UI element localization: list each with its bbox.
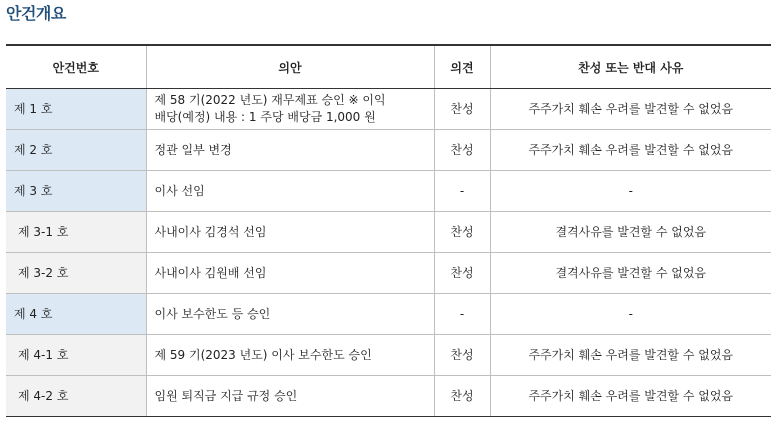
opinion-cell: - — [434, 294, 490, 335]
reason-cell: 주주가치 훼손 우려를 발견할 수 없었음 — [490, 89, 771, 130]
agenda-title-line: 정관 일부 변경 — [154, 142, 232, 157]
opinion-cell: 찬성 — [434, 130, 490, 171]
table-row — [6, 294, 771, 335]
opinion-cell: 찬성 — [434, 89, 490, 130]
agenda-title-line: 제 58 기(2022 년도) 재무제표 승인 ※ 이익 — [154, 93, 386, 107]
table-row — [6, 89, 771, 130]
header-agenda: 의안 — [146, 45, 434, 89]
agenda-title-line: 이사 보수한도 등 승인 — [154, 306, 271, 321]
header-row — [6, 45, 771, 89]
reason-cell: 결격사유를 발견할 수 없었음 — [490, 212, 771, 253]
opinion-cell: 찬성 — [434, 376, 490, 417]
agenda-title-line: 사내이사 김원배 선임 — [154, 265, 267, 280]
agenda-title-cell — [146, 171, 434, 212]
agenda-title-line: 사내이사 김경석 선임 — [154, 224, 267, 239]
agenda-title-line: 임원 퇴직금 지급 규정 승인 — [154, 388, 298, 403]
agenda-number-cell: 제 3-2 호 — [6, 253, 146, 294]
agenda-title-line: 이사 선임 — [154, 183, 205, 198]
agenda-title-cell — [146, 253, 434, 294]
opinion-cell: 찬성 — [434, 335, 490, 376]
agenda-title-line: 배당(예정) 내용 : 1 주당 배당금 1,000 원 — [154, 110, 376, 124]
agenda-table — [6, 44, 771, 417]
agenda-title-cell — [146, 89, 434, 130]
reason-cell: 주주가치 훼손 우려를 발견할 수 없었음 — [490, 376, 771, 417]
table-header — [6, 45, 771, 89]
reason-cell: - — [490, 171, 771, 212]
agenda-title-line: 제 59 기(2023 년도) 이사 보수한도 승인 — [154, 347, 372, 362]
agenda-number-cell: 제 3-1 호 — [6, 212, 146, 253]
agenda-number-cell: 제 4-2 호 — [6, 376, 146, 417]
agenda-number-cell: 제 1 호 — [6, 89, 146, 130]
reason-cell: 주주가치 훼손 우려를 발견할 수 없었음 — [490, 335, 771, 376]
agenda-number-cell: 제 3 호 — [6, 171, 146, 212]
agenda-number-cell: 제 4 호 — [6, 294, 146, 335]
agenda-title-cell — [146, 294, 434, 335]
page-title: 안건개요 — [6, 4, 66, 23]
table-row — [6, 253, 771, 294]
table-row — [6, 376, 771, 417]
agenda-title-cell — [146, 130, 434, 171]
agenda-title-cell — [146, 335, 434, 376]
header-agenda-number: 안건번호 — [6, 45, 146, 89]
agenda-title-cell — [146, 212, 434, 253]
agenda-number-cell: 제 2 호 — [6, 130, 146, 171]
header-opinion: 의견 — [434, 45, 490, 89]
reason-cell: 주주가치 훼손 우려를 발견할 수 없었음 — [490, 130, 771, 171]
reason-cell: - — [490, 294, 771, 335]
table-body — [6, 89, 771, 417]
table-row — [6, 171, 771, 212]
reason-cell: 결격사유를 발견할 수 없었음 — [490, 253, 771, 294]
header-reason: 찬성 또는 반대 사유 — [490, 45, 771, 89]
table-row — [6, 212, 771, 253]
opinion-cell: 찬성 — [434, 212, 490, 253]
agenda-title-cell — [146, 376, 434, 417]
table-row — [6, 130, 771, 171]
agenda-number-cell: 제 4-1 호 — [6, 335, 146, 376]
opinion-cell: 찬성 — [434, 253, 490, 294]
opinion-cell: - — [434, 171, 490, 212]
table-row — [6, 335, 771, 376]
